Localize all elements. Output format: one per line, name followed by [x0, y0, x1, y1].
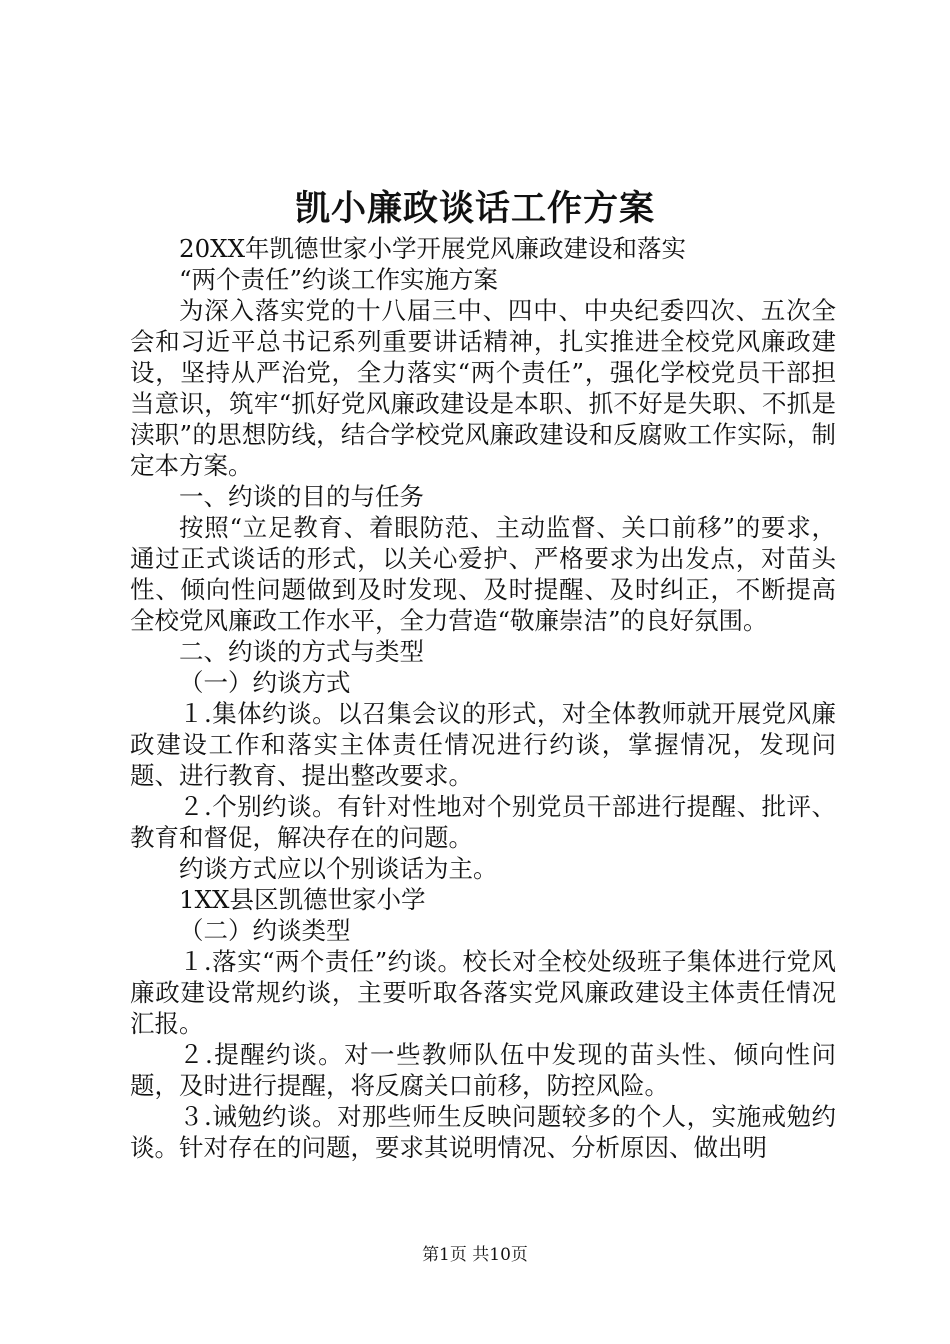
document-title: 凯小廉政谈话工作方案: [294, 188, 655, 229]
subtitle-line-2: “两个责任”约谈工作实施方案: [179, 265, 499, 294]
paragraph-purpose: 按照“立足教育、着眼防范、主动监督、关口前移”的要求，通过正式谈话的形式，以关心爱护、严格要求为出发点，对苗头性、倾向性问题做到及时发现、及时提醒、及时纠正，不断提高全校党风廉政工作水平，全力营造“敬廉崇洁”的良好氛围。: [130, 513, 836, 635]
paragraph-reminder-talk: ２.提醒约谈。对一些教师队伍中发现的苗头性、倾向性问题，及时进行提醒，将反腐关口前移，防控风险。: [130, 1040, 836, 1100]
paragraph-admonition-talk: ３.诫勉约谈。对那些师生反映问题较多的个人，实施戒勉约谈。针对存在的问题，要求其说明情况、分析原因、做出明: [130, 1102, 836, 1162]
section-heading-2: 二、约谈的方式与类型: [179, 637, 424, 666]
paragraph-school-name: 1XX县区凯德世家小学: [179, 885, 426, 914]
paragraph-talk-method-note: 约谈方式应以个别谈话为主。: [179, 854, 498, 883]
document-body: [130, 233, 836, 1163]
paragraph-intro: 为深入落实党的十八届三中、四中、中央纪委四次、五次全会和习近平总书记系列重要讲话精神，扎实推进全校党风廉政建设，坚持从严治党，全力落实“两个责任”，强化学校党员干部担当意识，筑牢“抓好党风廉政建设是本职、抓不好是失职、不抓是渎职”的思想防线，结合学校党风廉政建设和反腐败工作实际，制定本方案。: [130, 296, 836, 480]
section-heading-1: 一、约谈的目的与任务: [179, 482, 424, 511]
paragraph-individual-talk: ２.个别约谈。有针对性地对个别党员干部进行提醒、批评、教育和督促，解决存在的问题。: [130, 792, 836, 852]
paragraph-responsibility-talk: １.落实“两个责任”约谈。校长对全校处级班子集体进行党风廉政建设常规约谈，主要听取各落实党风廉政建设主体责任情况汇报。: [130, 947, 836, 1038]
subtitle-line-1: 20XX年凯德世家小学开展党风廉政建设和落实: [179, 234, 687, 263]
subsection-heading-2: （二）约谈类型: [179, 916, 351, 945]
paragraph-collective-talk: １.集体约谈。以召集会议的形式，对全体教师就开展党风廉政建设工作和落实主体责任情况进行约谈，掌握情况，发现问题、进行教育、提出整改要求。: [130, 699, 836, 790]
page-footer: 第1页 共10页: [422, 1245, 528, 1265]
subsection-heading-1: （一）约谈方式: [179, 668, 351, 697]
